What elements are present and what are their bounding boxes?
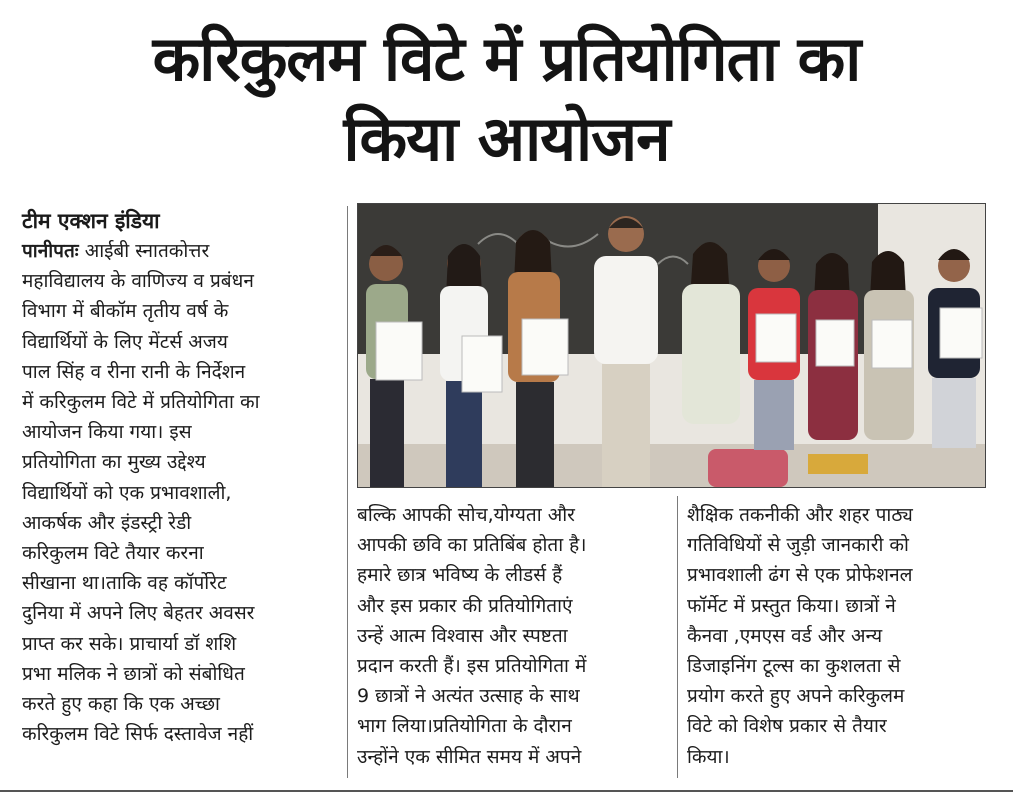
dateline: पानीपतः	[22, 240, 79, 262]
bag	[708, 449, 788, 487]
news-photo	[357, 203, 986, 488]
text-line: करते हुए कहा कि एक अच्छा	[22, 693, 220, 716]
text-line: प्रयोग करते हुए अपने करिकुलम	[687, 685, 905, 708]
text-line: 9 छात्रों ने अत्यंत उत्साह के साथ	[357, 685, 580, 708]
text-line: आकर्षक और इंडस्ट्री रेडी	[22, 511, 192, 534]
article-column-3	[687, 500, 997, 772]
text-line: प्रभा मलिक ने छात्रों को संबोधित	[22, 662, 245, 685]
column-divider	[677, 496, 678, 778]
text-line: विद्यार्थियों के लिए मेंटर्स अजय	[22, 330, 228, 353]
text-line: हमारे छात्र भविष्य के लीडर्स हैं	[357, 564, 563, 587]
text-line: बल्कि आपकी सोच,योग्यता और	[357, 504, 575, 526]
column-divider	[347, 206, 348, 778]
text-line: शैक्षिक तकनीकी और शहर पाठ्य	[687, 504, 913, 526]
article-column-2	[357, 500, 673, 772]
book	[808, 454, 868, 474]
text-line: पाल सिंह व रीना रानी के निर्देशन	[22, 360, 246, 383]
text-line: प्रतियोगिता का मुख्य उद्देश्य	[22, 451, 206, 474]
text-line: किया।	[687, 745, 730, 768]
text-line	[22, 236, 340, 266]
text-line: प्रदान करती हैं। इस प्रतियोगिता में	[357, 655, 587, 678]
article-column-1	[22, 236, 340, 749]
text-line: और इस प्रकार की प्रतियोगिताएं	[357, 594, 573, 617]
text-line: करिकुलम विटे सिर्फ दस्तावेज नहीं	[22, 723, 254, 746]
text-line: करिकुलम विटे तैयार करना	[22, 542, 204, 565]
headline-line-2: किया आयोजन	[343, 102, 670, 175]
text-line: महाविद्यालय के वाणिज्य व प्रबंधन	[22, 270, 254, 293]
text-line: फॉर्मेट में प्रस्तुत किया। छात्रों ने	[687, 594, 896, 617]
text-line: गतिविधियों से जुड़ी जानकारी को	[687, 534, 909, 557]
byline: टीम एक्शन इंडिया	[22, 209, 160, 233]
text-line: आपकी छवि का प्रतिबिंब होता है।	[357, 534, 587, 557]
text-line: विटे को विशेष प्रकार से तैयार	[687, 715, 887, 738]
person	[594, 216, 658, 487]
text-line: सीखाना था।ताकि वह कॉर्पोरेट	[22, 572, 227, 595]
text-line: प्राप्त कर सके। प्राचार्या डॉ शशि	[22, 632, 237, 655]
text-line: आयोजन किया गया। इस	[22, 421, 192, 444]
headline-line-1: करिकुलम विटे में प्रतियोगिता का	[152, 22, 861, 95]
text-line: विद्यार्थियों को एक प्रभावशाली,	[22, 481, 232, 504]
text-line: कैनवा ,एमएस वर्ड और अन्य	[687, 624, 883, 647]
text-line: डिजाइनिंग टूल्स का कुशलता से	[687, 655, 901, 678]
text-span: आईबी स्नातकोत्तर	[84, 240, 210, 262]
photo-illustration	[358, 204, 985, 487]
text-line: भाग लिया।प्रतियोगिता के दौरान	[357, 715, 572, 738]
bottom-rule	[0, 790, 1013, 792]
text-line: उन्होंने एक सीमित समय में अपने	[357, 745, 582, 768]
text-line: विभाग में बीकॉम तृतीय वर्ष के	[22, 300, 229, 323]
text-line: प्रभावशाली ढंग से एक प्रोफेशनल	[687, 564, 913, 587]
text-line: में करिकुलम विटे में प्रतियोगिता का	[22, 391, 260, 414]
text-line: उन्हें आत्म विश्वास और स्पष्टता	[357, 624, 568, 647]
text-line: दुनिया में अपने लिए बेहतर अवसर	[22, 602, 255, 625]
